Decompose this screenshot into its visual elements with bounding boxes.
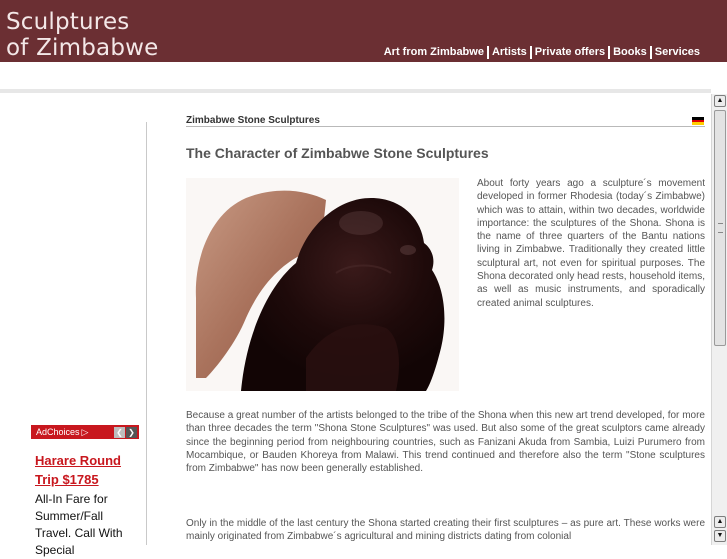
main-nav	[381, 46, 703, 59]
scroll-down-icon[interactable]: ▼	[714, 530, 726, 542]
site-header	[0, 0, 727, 62]
nav-item-artists[interactable]: Artists	[487, 46, 530, 59]
logo-line-1: Sculptures	[6, 9, 130, 35]
breadcrumb-label: Zimbabwe Stone Sculptures	[186, 115, 320, 126]
scrollbar-thumb[interactable]	[714, 110, 726, 346]
scroll-up-icon[interactable]: ▲	[714, 95, 726, 107]
main-content	[186, 110, 705, 393]
page-title: The Character of Zimbabwe Stone Sculptures	[186, 145, 489, 161]
intro-section	[186, 178, 705, 393]
scroll-up-icon[interactable]: ▲	[714, 516, 726, 528]
ad-previous-icon[interactable]: ❮	[114, 427, 125, 438]
ad-choices-icon: ▷	[81, 427, 89, 437]
ad-nav	[114, 427, 137, 438]
intro-paragraph: About forty years ago a sculpture´s movement developed in former Rhodesia (today´s Zimbabwe) which was to attain, within two decades, worldwide importance: the sculptures of the Shona. Shona is the name of three quarters of the Bantu nations living in Zimbabwe. Traditionally they created little sculptural art, not even for spiritual purposes. The Shona decorated only head rests, household items, as well as music instruments, and sporadically created animal sculptures.	[477, 178, 705, 309]
sculpture-photo	[186, 178, 459, 391]
ad-description: All-In Fare for Summer/Fall Travel. Call With Special	[35, 492, 123, 557]
ad-body	[31, 439, 139, 559]
ad-headline[interactable]	[35, 451, 139, 489]
scrollbar-grip-icon	[718, 223, 723, 233]
advertisement[interactable]	[31, 425, 139, 557]
breadcrumb	[186, 110, 705, 127]
content-top-stripe	[0, 89, 711, 93]
ad-choices-link[interactable]	[36, 427, 88, 437]
page-scrollbar[interactable]	[711, 94, 727, 545]
ad-choices-bar	[31, 425, 139, 439]
nav-item-art-from-zimbabwe[interactable]: Art from Zimbabwe	[383, 46, 484, 58]
body-paragraph-2: Only in the middle of the last century the Shona started creating their first sculptures – as pure art. These works were mainly originated from Zimbabwe´s agricultural and mining districts dating from colonial	[186, 518, 705, 543]
logo-line-2: of Zimbabwe	[6, 35, 159, 61]
ad-headline-line-2: Trip $1785	[35, 472, 99, 487]
header-divider	[0, 62, 727, 64]
ad-headline-line-1: Harare Round	[35, 453, 121, 468]
ad-next-icon[interactable]: ❯	[126, 427, 137, 438]
nav-item-private-offers[interactable]: Private offers	[530, 46, 608, 59]
ad-choices-label: AdChoices	[36, 427, 80, 437]
nav-item-services[interactable]: Services	[650, 46, 703, 59]
german-flag-icon[interactable]	[692, 117, 704, 125]
sidebar-divider	[146, 122, 147, 545]
nav-item-books[interactable]: Books	[608, 46, 650, 59]
body-paragraph-1: Because a great number of the artists belonged to the tribe of the Shona when this new art trend developed, for more than three decades the term "Shona Stone Sculptures" was used. But also some of the great sculptors came already since the beginning period from neighbouring countries, such as Fanizani Akuda from Sambia, Luizi Purumero from Mocambique, or Bauden Khoreya from Malawi. This trend continued and therefore also the term "Stone sculptures from Zimbabwe" has now been generally established.	[186, 410, 705, 475]
site-logo[interactable]	[6, 9, 159, 61]
